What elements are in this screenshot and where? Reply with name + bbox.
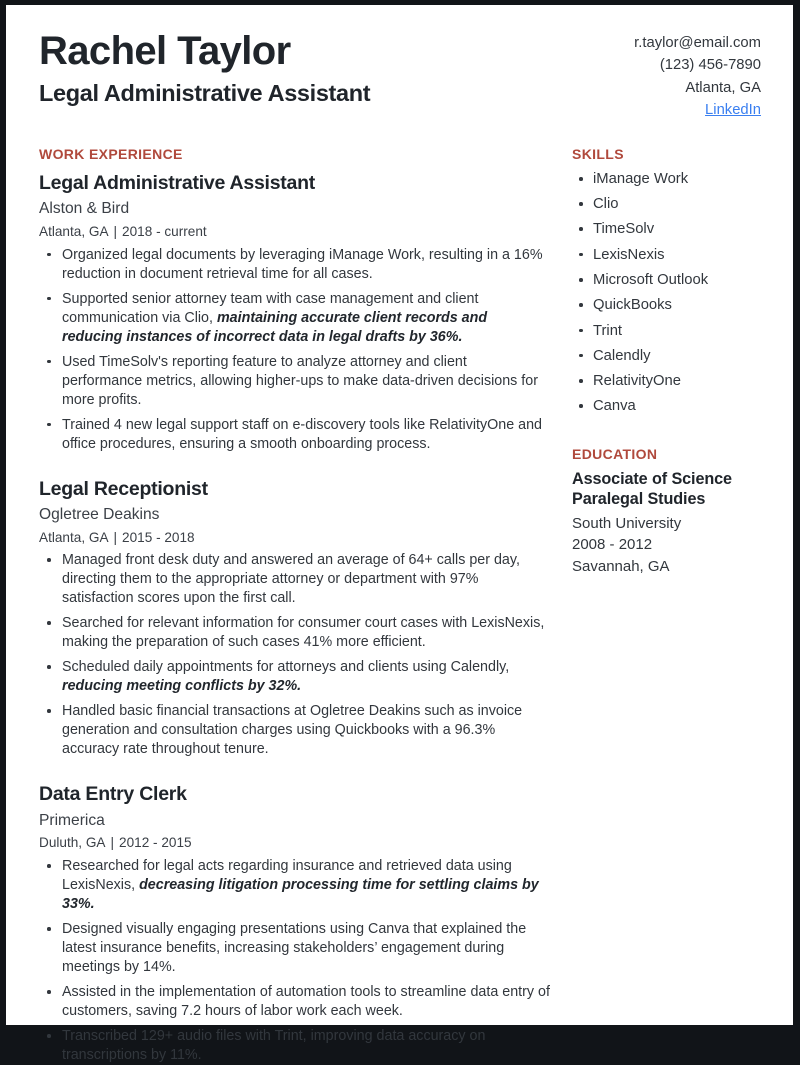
linkedin-link[interactable]: LinkedIn xyxy=(705,102,761,119)
job-meta-separator: | xyxy=(113,223,118,239)
bullet-text: Managed front desk duty and answered an average of 64+ calls per day, directing them to the appropriate attorney or department with 97% satisfaction scores upon the first call. xyxy=(62,552,520,607)
skill-item: Trint xyxy=(572,321,786,341)
skill-item: LexisNexis xyxy=(572,245,786,265)
job-meta xyxy=(39,833,551,853)
skill-item: Clio xyxy=(572,194,786,214)
bullet-emphasis: decreasing litigation processing time for settling claims by 33%. xyxy=(62,876,539,912)
education-location: Savannah, GA xyxy=(572,557,670,575)
candidate-name: Rachel Taylor xyxy=(39,29,291,73)
bullet-emphasis: reducing meeting conflicts by 32%. xyxy=(62,678,302,695)
job-dates: 2012 - 2015 xyxy=(119,835,192,851)
bullet-text: Designed visually engaging presentations using Canva that explained the latest insurance benefits, increasing stakeholders’ engagement during meetings by 14%. xyxy=(62,920,527,975)
job-meta xyxy=(39,222,551,242)
candidate-headline: Legal Administrative Assistant xyxy=(39,80,371,107)
contact-location: Atlanta, GA xyxy=(685,79,761,96)
skills-list xyxy=(572,169,786,417)
job-bullet xyxy=(39,416,551,454)
sidebar-column xyxy=(551,146,786,577)
job-bullet xyxy=(39,353,551,410)
bullet-text: Transcribed 129+ audio files with Trint, improving data accuracy on transcriptions by 11%. xyxy=(62,1027,486,1063)
job-bullet-list xyxy=(39,551,551,759)
contact-phone[interactable]: (123) 456-7890 xyxy=(659,57,761,74)
bullet-text: Organized legal documents by leveraging iManage Work, resulting in a 16% reduction in document retrieval time for all cases. xyxy=(62,246,543,282)
bullet-text: Searched for relevant information for consumer court cases with LexisNexis, making the preparation of such cases 41% more efficient. xyxy=(62,615,545,651)
resume-sheet xyxy=(6,5,793,1063)
job-bullet xyxy=(39,290,551,347)
contact-block xyxy=(551,28,761,122)
identity-block xyxy=(39,28,370,107)
job-meta-separator: | xyxy=(110,835,115,851)
job-entry xyxy=(39,171,551,454)
bullet-text: Scheduled daily appointments for attorneys and clients using Calendly, xyxy=(62,659,510,676)
education-heading: EDUCATION xyxy=(572,445,658,462)
job-title: Legal Administrative Assistant xyxy=(39,171,316,194)
job-company: Ogletree Deakins xyxy=(39,505,160,523)
job-bullet xyxy=(39,551,551,608)
job-entry xyxy=(39,477,551,760)
bullet-text: Used TimeSolv's reporting feature to analyze attorney and client performance metrics, allowing higher-ups to make data-driven decisions for more profits. xyxy=(62,353,538,408)
skill-item: Canva xyxy=(572,396,786,416)
job-location: Atlanta, GA xyxy=(39,223,109,239)
contact-email[interactable]: r.taylor@email.com xyxy=(634,35,761,51)
skill-item: TimeSolv xyxy=(572,219,786,239)
skill-item: RelativityOne xyxy=(572,371,786,391)
job-dates: 2015 - 2018 xyxy=(122,529,195,545)
education-field: Paralegal Studies xyxy=(572,490,706,509)
skills-section xyxy=(572,146,786,417)
job-bullet xyxy=(39,246,551,284)
job-bullet xyxy=(39,857,551,914)
bullet-emphasis: maintaining accurate client records and reducing instances of incorrect data in legal drafts by 36%. xyxy=(62,309,488,345)
job-location: Duluth, GA xyxy=(39,835,106,851)
job-bullet xyxy=(39,658,551,696)
bullet-text: Assisted in the implementation of automation tools to streamline data entry of customers, saving 7.2 hours of labor work each week. xyxy=(62,983,550,1019)
job-meta-separator: | xyxy=(113,529,118,545)
education-school: South University xyxy=(572,515,682,533)
skill-item: Calendly xyxy=(572,346,786,366)
job-bullet xyxy=(39,1027,551,1065)
resume-header xyxy=(39,28,761,122)
education-section xyxy=(572,446,786,577)
bullet-text: Trained 4 new legal support staff on e-discovery tools like RelativityOne and office procedures, ensuring a smooth onboarding process. xyxy=(62,416,542,452)
skill-item: iManage Work xyxy=(572,169,786,189)
work-experience-list xyxy=(39,171,551,1065)
skill-item: Microsoft Outlook xyxy=(572,270,786,290)
education-dates: 2008 - 2012 xyxy=(572,536,653,554)
skills-heading: SKILLS xyxy=(572,145,624,162)
job-bullet xyxy=(39,614,551,652)
bullet-text: Researched for legal acts regarding insurance and retrieved data using LexisNexis, xyxy=(62,857,512,893)
education-degree: Associate of Science xyxy=(572,469,732,488)
job-entry xyxy=(39,782,551,1065)
job-title: Legal Receptionist xyxy=(39,477,208,500)
skill-item: QuickBooks xyxy=(572,295,786,315)
work-experience-heading: WORK EXPERIENCE xyxy=(39,145,183,162)
main-column xyxy=(39,146,551,1065)
job-title: Data Entry Clerk xyxy=(39,783,187,806)
job-bullet xyxy=(39,702,551,759)
job-bullet xyxy=(39,920,551,977)
job-bullet-list xyxy=(39,246,551,454)
resume-body xyxy=(39,146,761,1065)
job-bullet-list xyxy=(39,857,551,1065)
bullet-text: Supported senior attorney team with case management and client communication via Clio, xyxy=(62,290,479,326)
bullet-text: Handled basic financial transactions at Ogletree Deakins such as invoice generation and consultation charges using Quickbooks with a 96.3% accuracy rate throughout tenure. xyxy=(62,703,523,758)
job-dates: 2018 - current xyxy=(122,223,207,239)
job-location: Atlanta, GA xyxy=(39,529,109,545)
job-bullet xyxy=(39,983,551,1021)
job-company: Primerica xyxy=(39,811,105,829)
job-meta xyxy=(39,528,551,548)
job-company: Alston & Bird xyxy=(39,200,130,218)
